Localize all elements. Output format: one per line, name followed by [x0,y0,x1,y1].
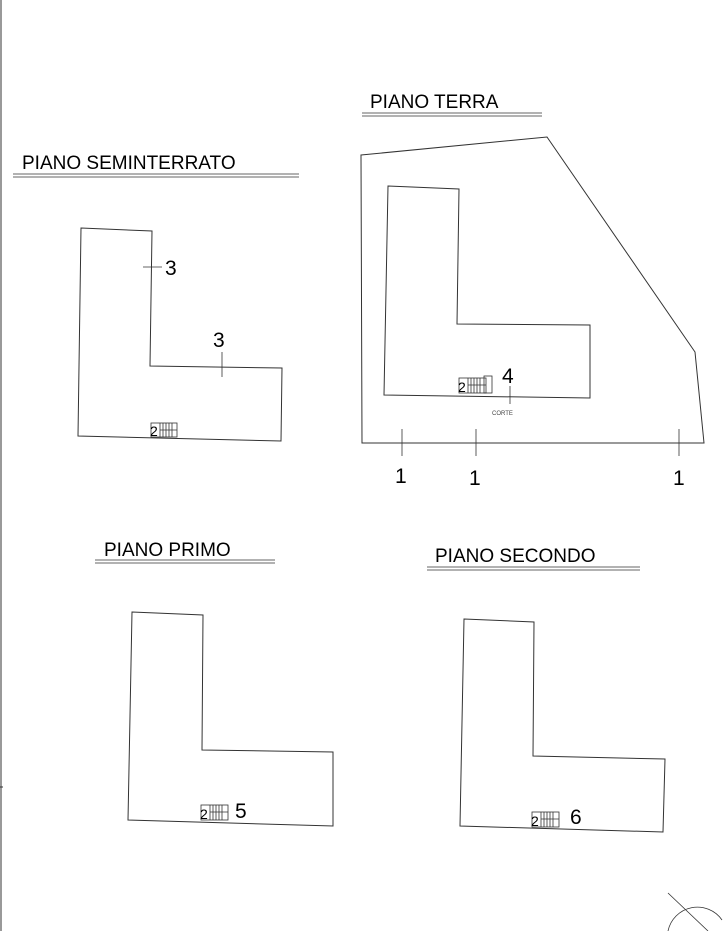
stair-label: 2 [458,379,466,395]
north-arrow-icon [668,893,722,931]
title-seminterrato: PIANO SEMINTERRATO [22,153,236,174]
plan-seminterrato [13,153,299,441]
stair-label: 2 [150,423,158,439]
plan-terra [361,92,704,490]
building-outline-terra [384,186,590,398]
unit-label: 1 [395,465,407,488]
unit-label: 3 [165,257,177,280]
stair-label: 2 [531,813,539,829]
stair-label: 2 [200,806,208,822]
plan-secondo [427,546,665,832]
building-outline-primo [128,612,333,826]
unit-label: 3 [213,329,225,352]
building-outline-secondo [460,619,665,832]
title-primo: PIANO PRIMO [104,540,231,561]
title-secondo: PIANO SECONDO [435,546,596,567]
unit-label: 4 [502,365,514,388]
unit-label: 5 [235,800,247,823]
building-outline-seminterrato [78,228,282,441]
title-terra: PIANO TERRA [370,92,499,113]
plan-primo [95,540,333,826]
courtyard-label: CORTE [492,411,513,417]
unit-label: 6 [570,806,582,829]
unit-label: 1 [469,467,481,490]
unit-label: 1 [673,467,685,490]
